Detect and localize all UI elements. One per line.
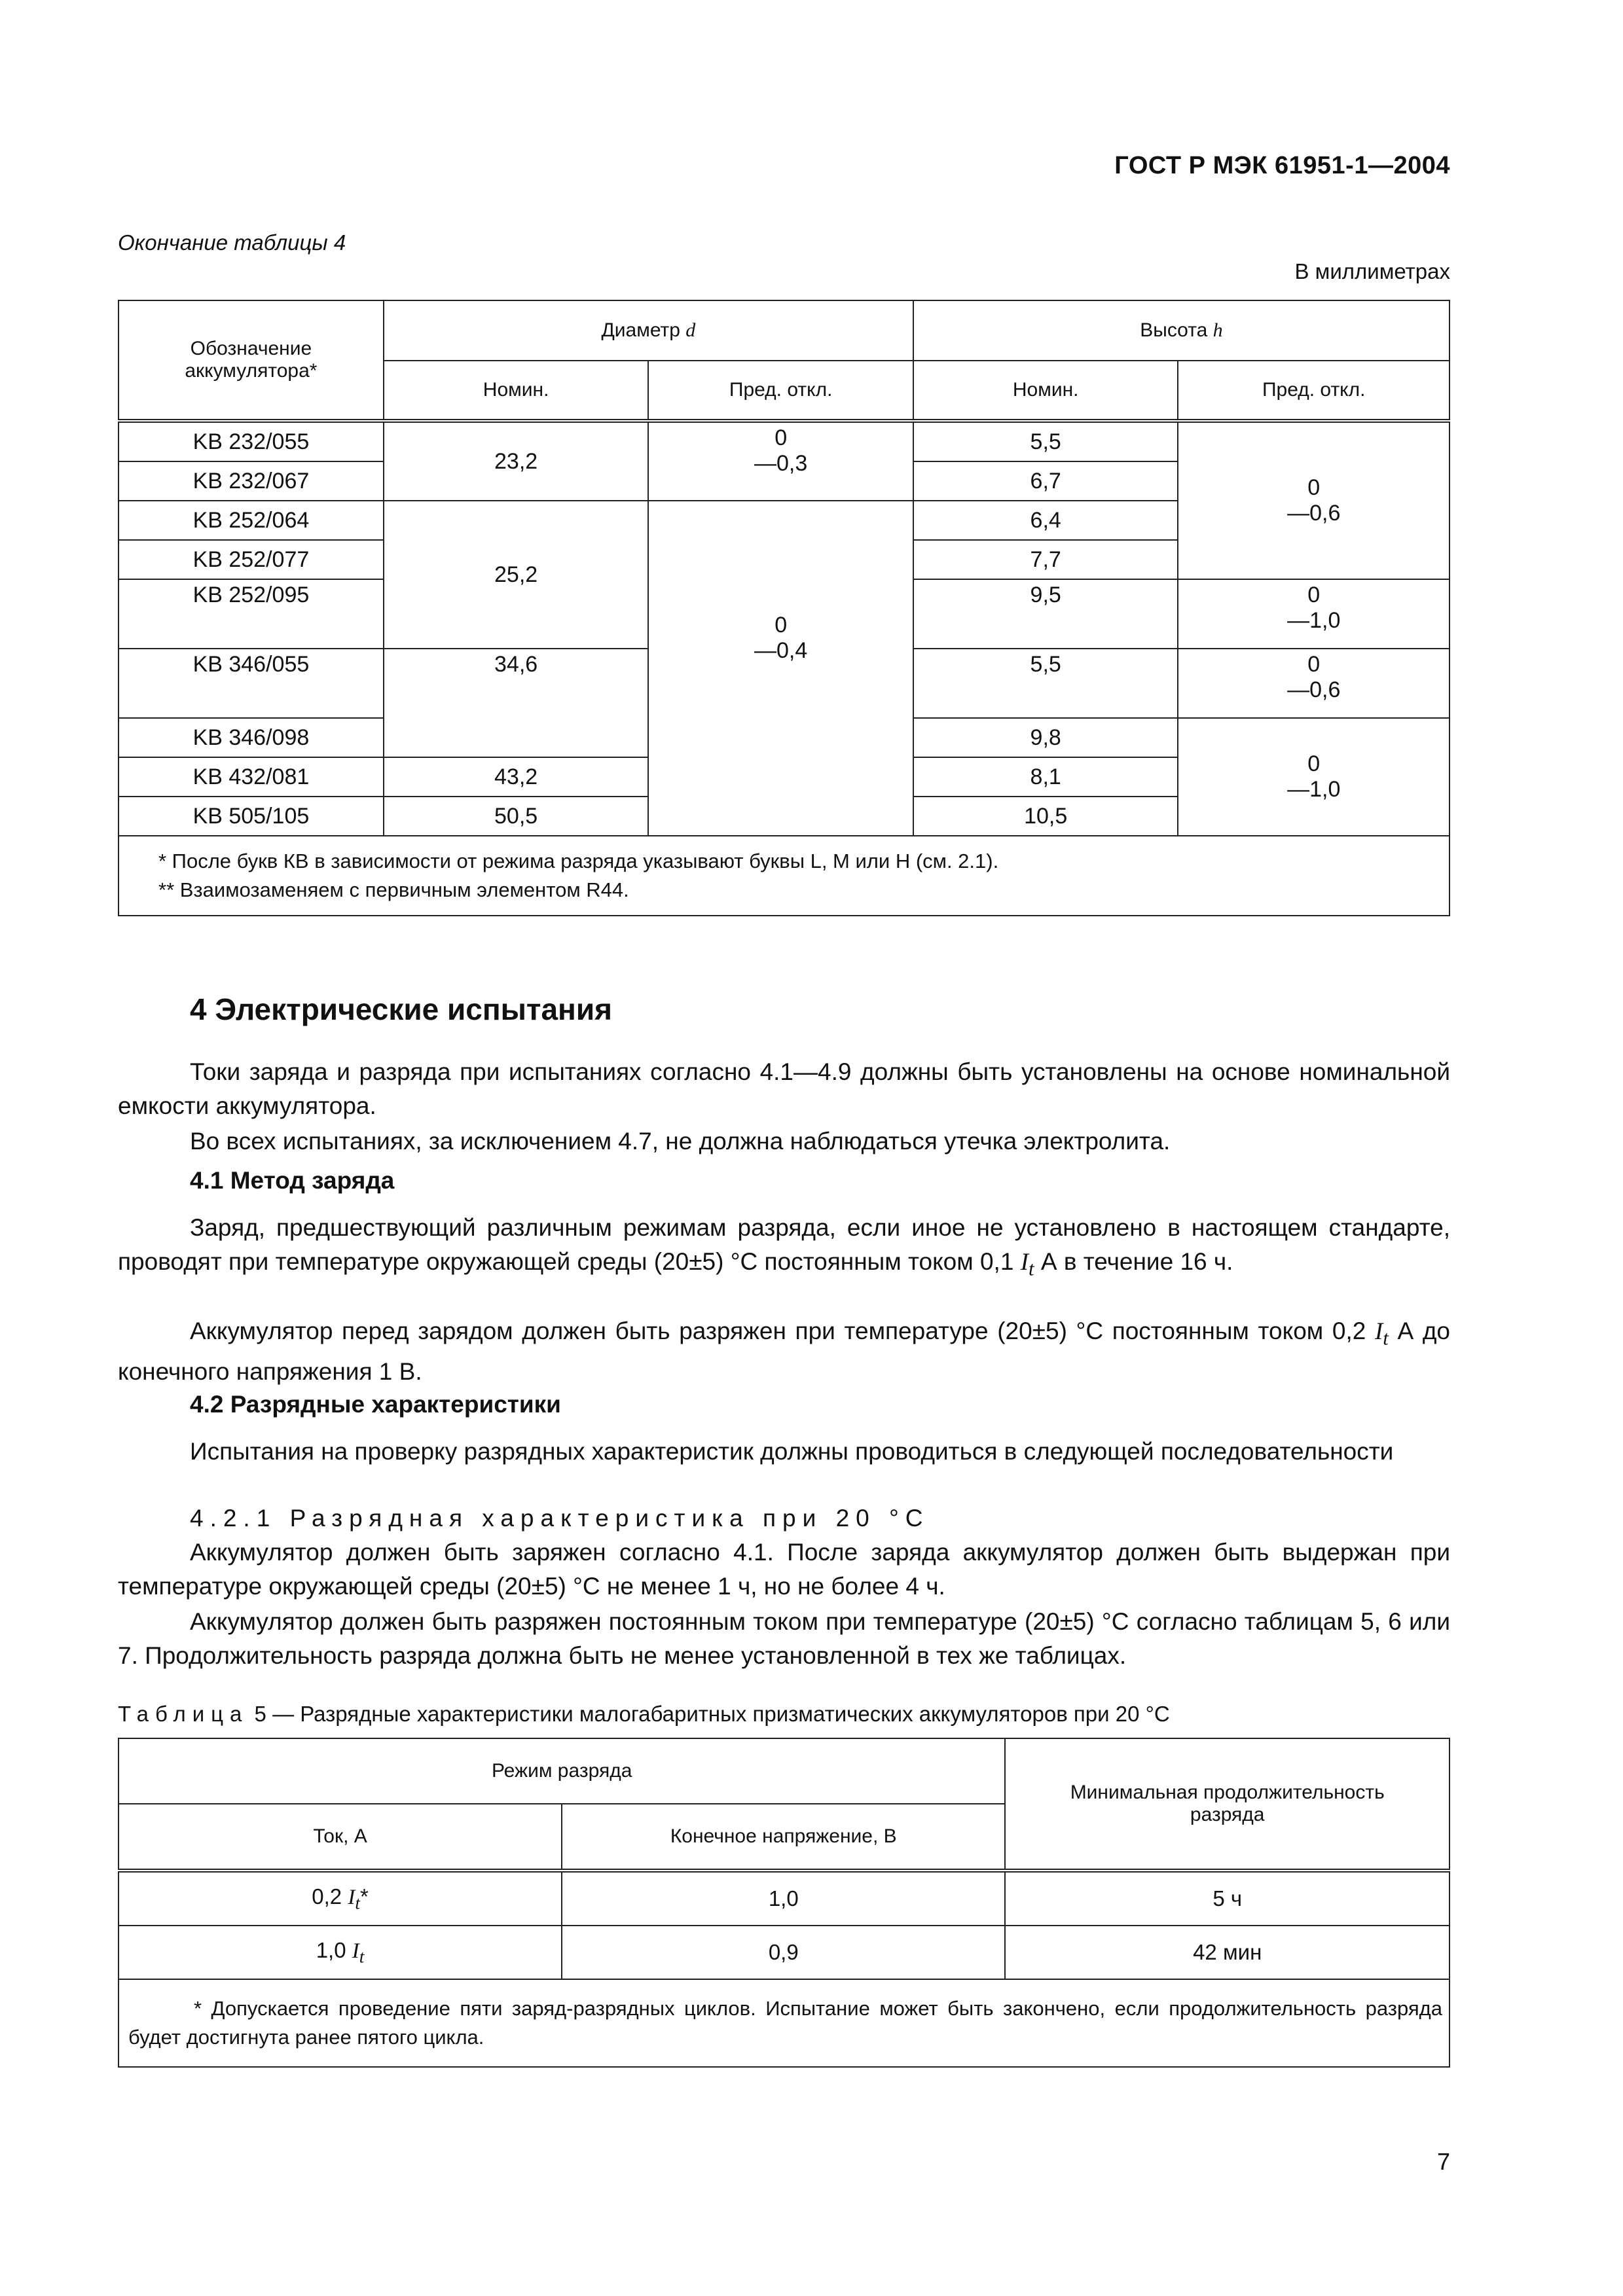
table-cell: 0 —0,6: [1178, 421, 1450, 579]
col-min-duration: Минимальная продолжительность разряда: [1005, 1738, 1450, 1871]
table-cell: 6,7: [913, 461, 1178, 501]
table4-units: В миллиметрах: [1294, 259, 1450, 283]
table-cell: 1,0 $I_t$: [119, 1926, 562, 1979]
table-cell: 25,2: [384, 501, 649, 649]
col-diameter-deviation: Пред. откл.: [648, 361, 913, 421]
paragraph: Аккумулятор перед зарядом должен быть разряжен при температуре (20±5) °С постоянным током 0,2 $I_t$ А до конечного напряжения 1 В.: [118, 1318, 1450, 1386]
table-cell: 43,2: [384, 757, 649, 797]
document-header: ГОСТ Р МЭК 61951-1—2004: [1114, 152, 1450, 179]
table-cell: 6,4: [913, 501, 1178, 540]
col-designation: Обозначение аккумулятора*: [119, 300, 384, 421]
table-cell: KB 432/081: [119, 757, 384, 797]
table-cell: 9,5: [913, 579, 1178, 649]
table-cell: 0,9: [562, 1926, 1005, 1979]
table-cell: 1,0: [562, 1871, 1005, 1926]
subsection-heading: 4.2 Разрядные характеристики: [190, 1391, 561, 1418]
paragraph: Токи заряда и разряда при испытаниях согласно 4.1—4.9 должны быть установлены на основе номинальной емкости аккумулятора.: [118, 1058, 1450, 1119]
table-cell: 0 —0,6: [1178, 649, 1450, 718]
table4-notes: [119, 836, 1450, 916]
table4-note-2: ** Взаимозаменяем с первичным элементом R44.: [158, 878, 629, 901]
col-height: Высота h: [913, 300, 1450, 361]
col-current: Ток, А: [119, 1804, 562, 1871]
table-cell: KB 505/105: [119, 797, 384, 836]
col-diameter-nominal: Номин.: [384, 361, 649, 421]
table-cell: KB 232/055: [119, 421, 384, 461]
table-cell: 0,2 $I_t*$: [119, 1871, 562, 1926]
col-height-nominal: Номин.: [913, 361, 1178, 421]
table-cell: KB 252/095: [119, 579, 384, 649]
table-5: [118, 1738, 1450, 2068]
table-cell: 34,6: [384, 649, 649, 757]
paragraph: Аккумулятор должен быть заряжен согласно 4.1. После заряда аккумулятор должен быть выдержан при температуре окружающей среды (20±5) °С не менее 1 ч, но не более 4 ч.: [118, 1539, 1450, 1600]
table-cell: 10,5: [913, 797, 1178, 836]
table-cell: 42 мин: [1005, 1926, 1450, 1979]
section-4-heading: 4 Электрические испытания: [190, 992, 612, 1026]
table-cell: KB 252/077: [119, 540, 384, 579]
paragraph: Во всех испытаниях, за исключением 4.7, не должна наблюдаться утечка электролита.: [190, 1128, 1171, 1155]
clause-heading: 4.2.1 Разрядная характеристика при 20 °С: [190, 1505, 930, 1532]
table-cell: 5,5: [913, 421, 1178, 461]
table-cell: KB 252/064: [119, 501, 384, 540]
page-number: 7: [1436, 2148, 1450, 2175]
paragraph: Аккумулятор должен быть разряжен постоянным током при температуре (20±5) °С согласно таблицам 5, 6 или 7. Продолжительность разряда должна быть не менее установленной в тех же таблицах.: [118, 1608, 1450, 1669]
paragraph: Заряд, предшествующий различным режимам разряда, если иное не установлено в настоящем стандарте, проводят при температуре окружающей среды (20±5) °С постоянным током 0,1 $I_t$ А в течение 16 ч.: [118, 1214, 1450, 1280]
table5-note: * Допускается проведение пяти заряд-разрядных циклов. Испытание может быть закончено, если продолжительность разряда будет достигнута ранее пятого цикла.: [119, 1979, 1450, 2067]
col-height-deviation: Пред. откл.: [1178, 361, 1450, 421]
table-cell: 0 —0,3: [648, 421, 913, 501]
table5-caption: Таблица 5 — Разрядные характеристики малогабаритных призматических аккумуляторов при 20 °С: [118, 1702, 1170, 1726]
paragraph: Испытания на проверку разрядных характеристик должны проводиться в следующей последовательности: [190, 1438, 1394, 1465]
table-cell: 9,8: [913, 718, 1178, 757]
table4-note-1: * После букв КВ в зависимости от режима разряда указывают буквы L, М или Н (см. 2.1).: [158, 850, 999, 872]
table-cell: 0 —0,4: [648, 501, 913, 836]
table-cell: 7,7: [913, 540, 1178, 579]
table-cell: 0 —1,0: [1178, 718, 1450, 836]
table-cell: KB 346/098: [119, 718, 384, 757]
table-cell: 8,1: [913, 757, 1178, 797]
table-cell: 23,2: [384, 421, 649, 501]
table-cell: 5 ч: [1005, 1871, 1450, 1926]
col-diameter: Диаметр d: [384, 300, 913, 361]
table-cell: KB 346/055: [119, 649, 384, 718]
table-cell: KB 232/067: [119, 461, 384, 501]
table-cell: 0 —1,0: [1178, 579, 1450, 649]
table-4: [118, 300, 1450, 916]
subsection-heading: 4.1 Метод заряда: [190, 1167, 395, 1194]
table4-caption: Окончание таблицы 4: [118, 230, 346, 255]
col-end-voltage: Конечное напряжение, В: [562, 1804, 1005, 1871]
table-cell: 5,5: [913, 649, 1178, 718]
table-cell: 50,5: [384, 797, 649, 836]
col-discharge-mode: Режим разряда: [119, 1738, 1005, 1804]
